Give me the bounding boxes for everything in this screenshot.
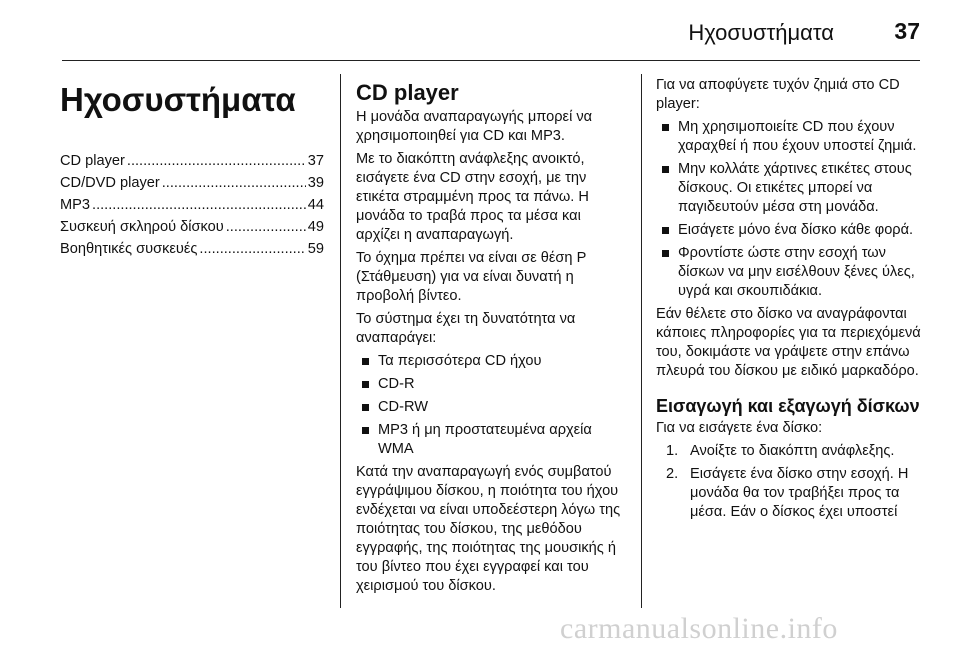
- paragraph: Κατά την αναπαραγωγή ενός συμβατού εγγράψιμου δίσκου, η ποιότητα του ήχου ενδέχεται να είναι υποδεέστερη λόγω της ποιότητας του δίσκου, της μεθόδου εγγραφής, της ποιότητας της μουσικής ή του βίντεο που έχει εγγραφεί και του χειρισμού του δίσκου.: [356, 464, 621, 594]
- toc-entry-page: 37: [307, 153, 324, 169]
- subsection-heading: Εισαγωγή και εξαγωγή δίσκων: [656, 396, 920, 416]
- watermark: carmanualsonline.info: [560, 612, 838, 645]
- body-column-2: [356, 76, 628, 600]
- toc-entry-page: 49: [307, 219, 324, 235]
- column-divider-2: [641, 74, 642, 608]
- paragraph: Για να εισάγετε ένα δίσκο:: [656, 420, 823, 436]
- bullet-item: Φροντίστε ώστε στην εσοχή των δίσκων να μην εισέλθουν ξένες ύλες, υγρά και σκουπιδάκια.: [656, 244, 924, 301]
- numbered-step: [656, 465, 924, 522]
- paragraph: Με το διακόπτη ανάφλεξης ανοικτό, εισάγετε ένα CD στην εσοχή, με την ετικέτα στραμμένη προς τα πάνω. Η μονάδα το τραβά προς τα μέσα και αρχίζει η αναπαραγωγή.: [356, 151, 589, 243]
- paragraph: Η μονάδα αναπαραγωγής μπορεί να χρησιμοποιηθεί για CD και MP3.: [356, 109, 593, 144]
- toc-entry[interactable]: [60, 240, 324, 262]
- table-of-contents: [60, 152, 324, 262]
- toc-leader: [92, 196, 306, 215]
- column-divider-1: [340, 74, 341, 608]
- toc-entry-label: Συσκευή σκληρού δίσκου: [60, 219, 224, 235]
- toc-leader: [226, 218, 306, 237]
- toc-entry-label: CD/DVD player: [60, 175, 160, 191]
- section-heading: CD player: [356, 80, 459, 105]
- header-rule: [62, 60, 920, 61]
- toc-entry-page: 39: [307, 175, 324, 191]
- paragraph: Εάν θέλετε στο δίσκο να αναγράφονται κάποιες πληροφορίες για τα περιεχόμενά του, δοκιμάστε να γράψετε στην επάνω πλευρά του δίσκου με ειδικό μαρκαδόρο.: [656, 306, 921, 379]
- toc-column: [60, 76, 324, 262]
- step-text: Ανοίξτε το διακόπτη ανάφλεξης.: [690, 443, 895, 459]
- chapter-title: Ηχοσυστήματα: [60, 81, 296, 118]
- body-column-3: [656, 76, 924, 526]
- paragraph: Το όχημα πρέπει να είναι σε θέση P (Στάθμευση) για να είναι δυνατή η προβολή βίντεο.: [356, 250, 587, 304]
- toc-leader: [199, 240, 305, 259]
- step-number: 1.: [666, 443, 679, 459]
- toc-entry-page: 44: [307, 197, 324, 213]
- bullet-item: CD-RW: [356, 398, 628, 417]
- toc-leader: [162, 174, 306, 193]
- toc-entry[interactable]: [60, 174, 324, 196]
- running-header-title: Ηχοσυστήματα: [688, 20, 834, 45]
- step-number: 2.: [666, 466, 679, 482]
- paragraph: Για να αποφύγετε τυχόν ζημιά στο CD player:: [656, 77, 900, 112]
- page-number: 37: [894, 18, 920, 44]
- paragraph: Το σύστημα έχει τη δυνατότητα να αναπαράγει:: [356, 311, 576, 346]
- toc-entry[interactable]: [60, 152, 324, 174]
- bullet-item: Εισάγετε μόνο ένα δίσκο κάθε φορά.: [656, 221, 924, 240]
- bullet-item: Μη χρησιμοποιείτε CD που έχουν χαραχθεί ή που έχουν υποστεί ζημιά.: [656, 118, 924, 156]
- numbered-step: [656, 442, 924, 461]
- bullet-item: Τα περισσότερα CD ήχου: [356, 352, 628, 371]
- toc-leader: [127, 152, 306, 171]
- toc-entry-page: 59: [307, 241, 324, 257]
- bullet-item: MP3 ή μη προστατευμένα αρχεία WMA: [356, 421, 628, 459]
- bullet-item: CD-R: [356, 375, 628, 394]
- toc-entry-label: CD player: [60, 153, 125, 169]
- toc-entry-label: Βοηθητικές συσκευές: [60, 241, 198, 257]
- toc-entry[interactable]: [60, 196, 324, 218]
- bullet-item: Μην κολλάτε χάρτινες ετικέτες στους δίσκους. Οι ετικέτες μπορεί να παγιδευτούν μέσα στη μονάδα.: [656, 160, 924, 217]
- step-text: Εισάγετε ένα δίσκο στην εσοχή. Η μονάδα θα τον τραβήξει προς τα μέσα. Εάν ο δίσκος έχει υποστεί: [690, 466, 909, 520]
- toc-entry-label: MP3: [60, 197, 91, 213]
- toc-entry[interactable]: [60, 218, 324, 240]
